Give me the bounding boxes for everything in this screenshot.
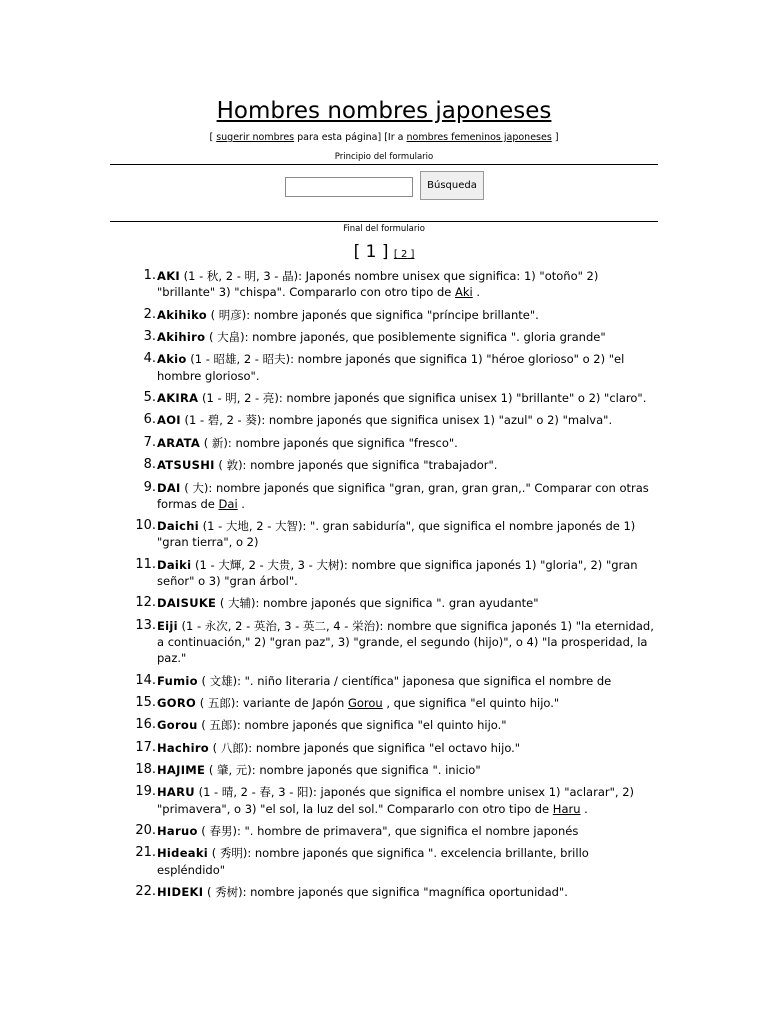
name-term: AKIRA [157,390,199,405]
list-item [110,435,658,451]
list-item [110,480,658,512]
list-item-number: 2. [143,306,156,322]
list-item [110,784,658,816]
list-item-number: 15. [135,694,156,710]
list-item [110,595,658,611]
form-end-label: Final del formulario [343,224,425,234]
list-item [110,762,658,778]
list-item [110,390,658,406]
pagination [110,242,658,262]
list-item [110,823,658,839]
related-name-link[interactable]: Aki [455,285,473,300]
current-page: [ 1 ] [353,242,389,262]
names-list [110,268,658,906]
list-item [110,457,658,473]
name-description: (1 - 大地, 2 - 大智): ". gran sabiduría", que significa el nombre japonés de 1) "gran tierra", o 2) [157,519,636,550]
name-term: Gorou [157,718,198,733]
description-tail: . [472,285,481,300]
page-2-link[interactable]: [ 2 ] [393,249,415,260]
list-item-number: 12. [135,595,156,611]
nav-line [110,132,658,143]
list-item [110,307,658,323]
list-item [110,518,658,550]
list-item [110,845,658,877]
name-description: ( 八郎): nombre japonés que significa "el octavo hijo." [209,740,521,755]
name-description: (1 - 永次, 2 - 英治, 3 - 英二, 4 - 栄治): nombre que significa japonés 1) "la eternidad, a continuación," 2) "gran paz", 3) "grande, el segundo (hijo)", o 4) "la prosperidad, la paz." [157,618,654,666]
list-item-number: 22. [135,884,156,900]
related-name-link[interactable]: Dai [218,496,238,511]
search-button[interactable]: Búsqueda [420,171,484,200]
name-description: (1 - 大輝, 2 - 大贵, 3 - 大树): nombre que significa japonés 1) "gloria", 2) "gran señor" o 3) "gran árbol". [157,557,638,588]
name-description: ( 大畠): nombre japonés, que posiblemente significa ". gloria grande" [205,329,606,344]
list-item-number: 13. [135,617,156,633]
name-term: Fumio [157,673,198,688]
list-item-number: 1. [143,268,156,283]
list-item [110,695,658,711]
name-description: ( 文雄): ". niño literaria / científica" japonesa que significa el nombre de [197,673,612,688]
list-item-number: 6. [143,412,156,428]
list-item [110,329,658,345]
list-item-number: 10. [135,518,156,534]
list-item-number: 18. [135,762,156,778]
list-item-number: 20. [135,823,156,839]
name-term: Hideaki [157,846,209,861]
name-description: ( 肇, 元): nombre japonés que significa ". inicio" [205,763,481,778]
list-item [110,351,658,383]
name-description: ( 新): nombre japonés que significa "fresco". [200,435,458,450]
list-item [110,884,658,900]
search-form [110,171,658,201]
page-title: Hombres nombres japoneses [216,98,552,124]
related-name-link[interactable]: Gorou [347,695,383,710]
name-term: DAISUKE [157,596,217,611]
list-item [110,557,658,589]
name-term: Daichi [157,519,199,534]
name-term: HARU [157,785,195,800]
name-term: Eiji [157,618,178,633]
name-description: ( 大辅): nombre japonés que significa ". gran ayudante" [216,596,539,611]
list-item-number: 19. [135,784,156,800]
nav-mid-text: para esta página] [Ir a [297,132,404,143]
name-description: ( 秀树): nombre japonés que significa "magnífica oportunidad". [203,885,568,900]
list-item-number: 17. [135,739,156,755]
list-item [110,717,658,733]
nav-open-bracket: [ [209,132,214,143]
form-top-divider [110,164,658,165]
related-name-link[interactable]: Haru [552,801,581,816]
name-description: ( 春男): ". hombre de primavera", que significa el nombre japonés [197,824,579,839]
nav-close-bracket: ] [554,132,559,143]
list-item-number: 3. [143,328,156,344]
name-term: HAJIME [157,763,206,778]
description-tail: . [237,496,245,511]
name-description: (1 - 明, 2 - 亮): nombre japonés que significa unisex 1) "brillante" o 2) "claro". [198,390,647,405]
suggest-names-link[interactable]: sugerir nombres [216,132,295,143]
name-term: Akihiko [157,307,207,322]
name-term: AKI [157,269,180,283]
name-description: (1 - 碧, 2 - 葵): nombre japonés que significa unisex 1) "azul" o 2) "malva". [180,413,613,428]
name-description: ( 秀明): nombre japonés que significa ". excelencia brillante, brillo espléndido" [157,846,589,877]
list-item [110,268,658,300]
list-item [110,740,658,756]
list-item [110,618,658,667]
list-item-number: 5. [143,389,156,405]
list-item [110,412,658,428]
list-item-number: 11. [135,556,156,572]
name-description: (1 - 秋, 2 - 明, 3 - 晶): Japonés nombre unisex que significa: 1) "otoño" 2) "brillante" 3) "chispa". Compararlo con otro tipo de [157,269,599,300]
name-term: HIDEKI [157,885,204,900]
list-item-number: 8. [143,457,156,473]
name-term: ARATA [157,435,201,450]
list-item-number: 14. [135,672,156,688]
search-input[interactable] [285,177,413,197]
list-item-number: 16. [135,717,156,733]
form-bottom-divider [110,221,658,222]
name-term: Akihiro [157,329,206,344]
name-term: DAI [157,480,181,495]
list-item [110,673,658,689]
name-description: ( 敦): nombre japonés que significa "trabajador". [214,458,498,473]
name-term: Haruo [157,824,198,839]
name-term: ATSUSHI [157,458,215,473]
name-description: ( 五郎): variante de Japón [196,695,348,710]
name-description: ( 五郎): nombre japonés que significa "el quinto hijo." [197,718,507,733]
form-start-label: Principio del formulario [334,152,434,162]
list-item-number: 7. [143,434,156,450]
name-term: GORO [157,695,197,710]
female-names-link[interactable]: nombres femeninos japoneses [406,132,552,143]
name-term: Akio [157,352,187,367]
description-tail: , que significa "el quinto hijo." [382,695,560,710]
name-term: Daiki [157,557,192,572]
list-item-number: 21. [135,845,156,861]
list-item-number: 4. [143,351,156,367]
name-term: Hachiro [157,740,210,755]
name-description: ( 明彦): nombre japonés que significa "príncipe brillante". [206,307,539,322]
list-item-number: 9. [143,479,156,495]
name-description: (1 - 昭雄, 2 - 昭夫): nombre japonés que significa 1) "héroe glorioso" o 2) "el hombre glorioso". [157,352,625,383]
name-description: (1 - 晴, 2 - 春, 3 - 阳): japonés que significa el nombre unisex 1) "aclarar", 2) "primavera", o 3) "el sol, la luz del sol." Compararlo con otro tipo de [157,785,635,816]
name-description: ( 大): nombre japonés que significa "gran, gran, gran gran,." Comparar con otras formas de [157,480,649,511]
description-tail: . [580,801,588,816]
name-term: AOI [157,413,181,428]
